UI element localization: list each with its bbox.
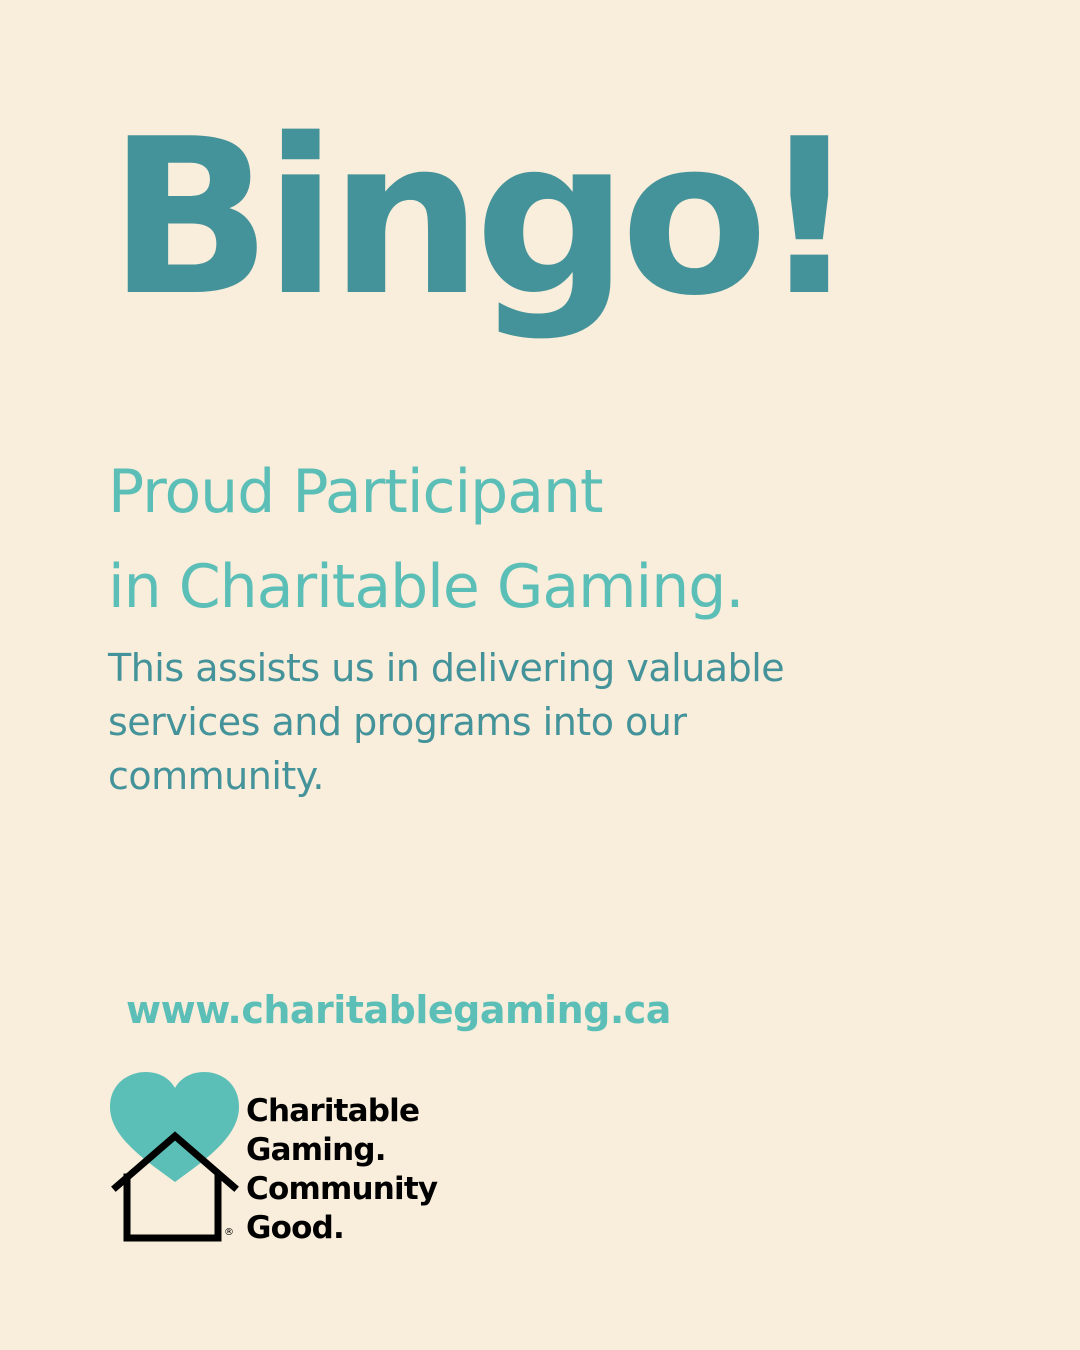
logo-line: Charitable [246, 1093, 420, 1129]
body-line: services and programs into our [108, 700, 687, 744]
body-line: This assists us in delivering valuable [108, 646, 785, 690]
subheading-line: in Charitable Gaming. [108, 552, 744, 622]
registered-mark: ® [224, 1227, 234, 1238]
body-line: community. [108, 754, 324, 798]
logo-line: Community [246, 1171, 438, 1207]
logo-line: Gaming. [246, 1132, 386, 1168]
charitable-gaming-logo [108, 1070, 468, 1250]
logo-wordmark [246, 1092, 437, 1248]
heart-icon [110, 1072, 239, 1182]
subheading [108, 445, 743, 635]
subheading-line: Proud Participant [108, 457, 603, 527]
headline: Bingo! [108, 92, 851, 343]
logo-line: Good. [246, 1210, 345, 1246]
body-text [108, 641, 908, 803]
logo-mark [108, 1070, 243, 1245]
website-link[interactable]: www.charitablegaming.ca [126, 988, 671, 1032]
